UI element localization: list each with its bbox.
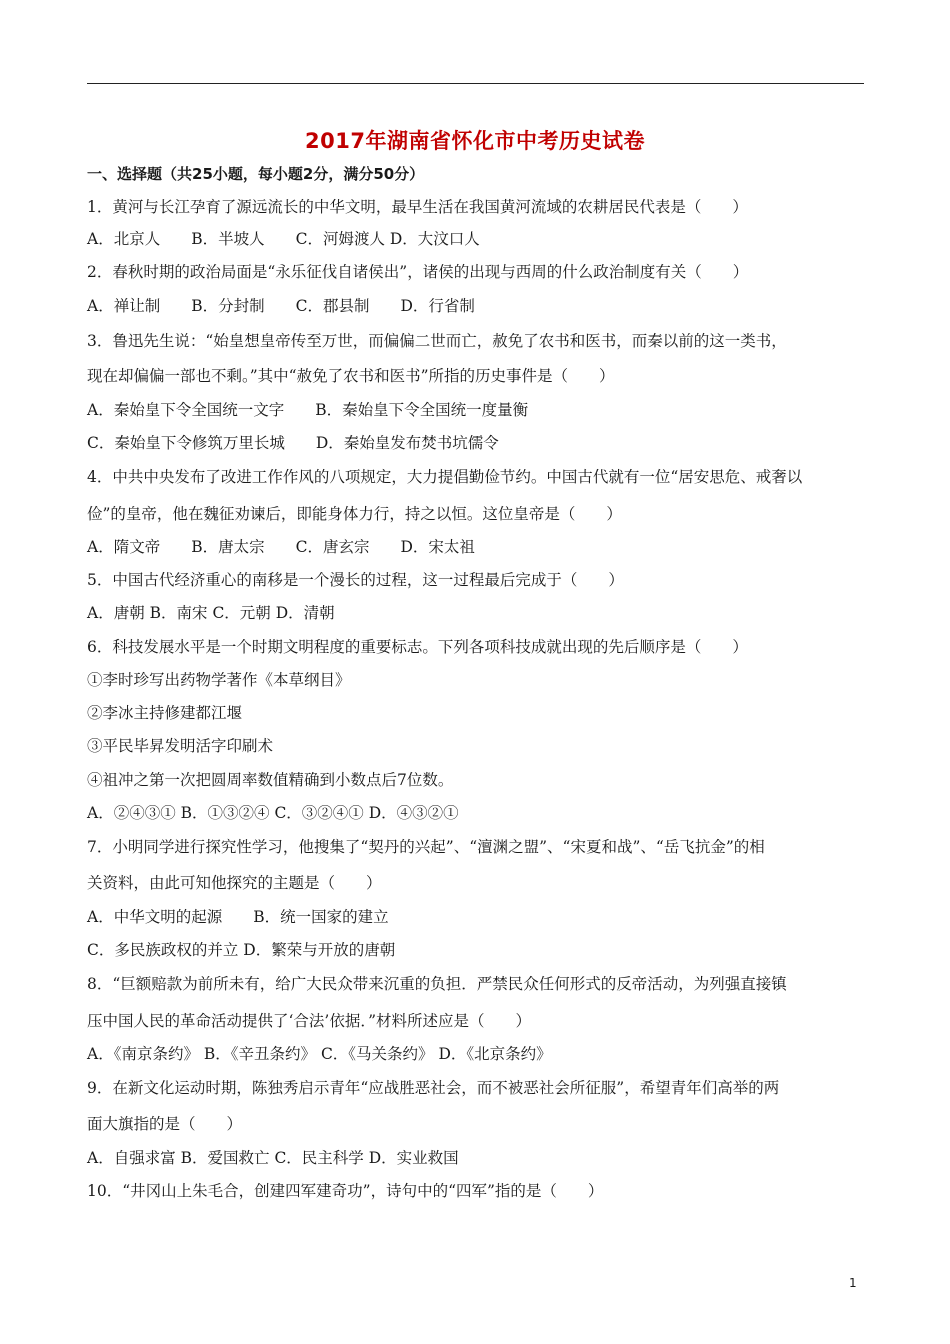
question-6-item-3: ③平民毕昇发明活字印刷术 — [87, 737, 274, 755]
question-1-stem: 1．黄河与长江孕育了源远流长的中华文明，最早生活在我国黄河流域的农耕居民代表是（ ） — [87, 198, 748, 216]
question-1-options: A．北京人 B．半坡人 C．河姆渡人 D．大汶口人 — [87, 230, 480, 248]
question-9-stem-line-2: 面大旗指的是（ ） — [87, 1115, 243, 1133]
question-2-stem: 2．春秋时期的政治局面是“永乐征伐自诸侯出”，诸侯的出现与西周的什么政治制度有关（ ） — [87, 263, 749, 281]
question-5-options: A．唐朝 B．南宋 C．元朝 D．清朝 — [87, 604, 335, 622]
question-4-stem-line-2: 俭”的皇帝，他在魏征劝谏后，即能身体力行，持之以恒。这位皇帝是（ ） — [87, 505, 622, 523]
question-6-item-1: ①李时珍写出药物学著作《本草纲目》 — [87, 671, 351, 689]
question-7-options-ab: A．中华文明的起源 B．统一国家的建立 — [87, 908, 389, 926]
question-6-options: A．②④③① B．①③②④ C．③②④① D．④③②① — [87, 804, 459, 822]
question-7-stem-line-1: 7．小明同学进行探究性学习，他搜集了“契丹的兴起”、“澶渊之盟”、“宋夏和战”、“岳飞抗金”的相 — [87, 838, 765, 856]
question-6-item-4: ④祖冲之第一次把圆周率数值精确到小数点后7位数。 — [87, 771, 454, 789]
question-4-stem-line-1: 4．中共中央发布了改进工作作风的八项规定，大力提倡勤俭节约。中国古代就有一位“居安思危、戒奢以 — [87, 468, 803, 486]
question-4-options: A．隋文帝 B．唐太宗 C．唐玄宗 D．宋太祖 — [87, 538, 475, 556]
question-6-stem: 6．科技发展水平是一个时期文明程度的重要标志。下列各项科技成就出现的先后顺序是（ ） — [87, 638, 748, 656]
exam-title: 2017年湖南省怀化市中考历史试卷 — [305, 129, 645, 153]
question-9-stem-line-1: 9．在新文化运动时期，陈独秀启示青年“应战胜恶社会，而不被恶社会所征服”，希望青年们高举的两 — [87, 1079, 780, 1097]
question-7-options-cd: C．多民族政权的并立 D．繁荣与开放的唐朝 — [87, 941, 396, 959]
question-3-stem-line-2: 现在却偏偏一部也不剩。”其中“赦免了农书和医书”所指的历史事件是（ ） — [87, 367, 615, 385]
question-8-options: A．《南京条约》 B．《辛丑条约》 C．《马关条约》 D．《北京条约》 — [87, 1045, 552, 1063]
section-header: 一、选择题（共25小题，每小题2分，满分50分） — [87, 165, 425, 183]
question-10-stem: 10．“井冈山上朱毛合，创建四军建奇功”，诗句中的“四军”指的是（ ） — [87, 1182, 604, 1200]
question-6-item-2: ②李冰主持修建都江堰 — [87, 704, 243, 722]
header-rule — [87, 83, 864, 84]
question-8-stem-line-2: 压中国人民的革命活动提供了‘合法’依据．”材料所述应是（ ） — [87, 1012, 532, 1030]
page-number: 1 — [849, 1276, 857, 1290]
question-3-options-ab: A．秦始皇下令全国统一文字 B．秦始皇下令全国统一度量衡 — [87, 401, 529, 419]
question-8-stem-line-1: 8．“巨额赔款为前所未有，给广大民众带来沉重的负担．严禁民众任何形式的反帝活动，为列强直接镇 — [87, 975, 787, 993]
question-3-stem-line-1: 3．鲁迅先生说：“始皇想皇帝传至万世，而偏偏二世而亡，赦免了农书和医书，而秦以前的这一类书， — [87, 332, 787, 350]
question-9-options: A．自强求富 B．爱国救亡 C．民主科学 D．实业救国 — [87, 1149, 459, 1167]
question-5-stem: 5．中国古代经济重心的南移是一个漫长的过程，这一过程最后完成于（ ） — [87, 571, 624, 589]
question-7-stem-line-2: 关资料，由此可知他探究的主题是（ ） — [87, 874, 382, 892]
question-2-options: A．禅让制 B．分封制 C．郡县制 D．行省制 — [87, 297, 475, 315]
question-3-options-cd: C．秦始皇下令修筑万里长城 D．秦始皇发布焚书坑儒令 — [87, 434, 499, 452]
